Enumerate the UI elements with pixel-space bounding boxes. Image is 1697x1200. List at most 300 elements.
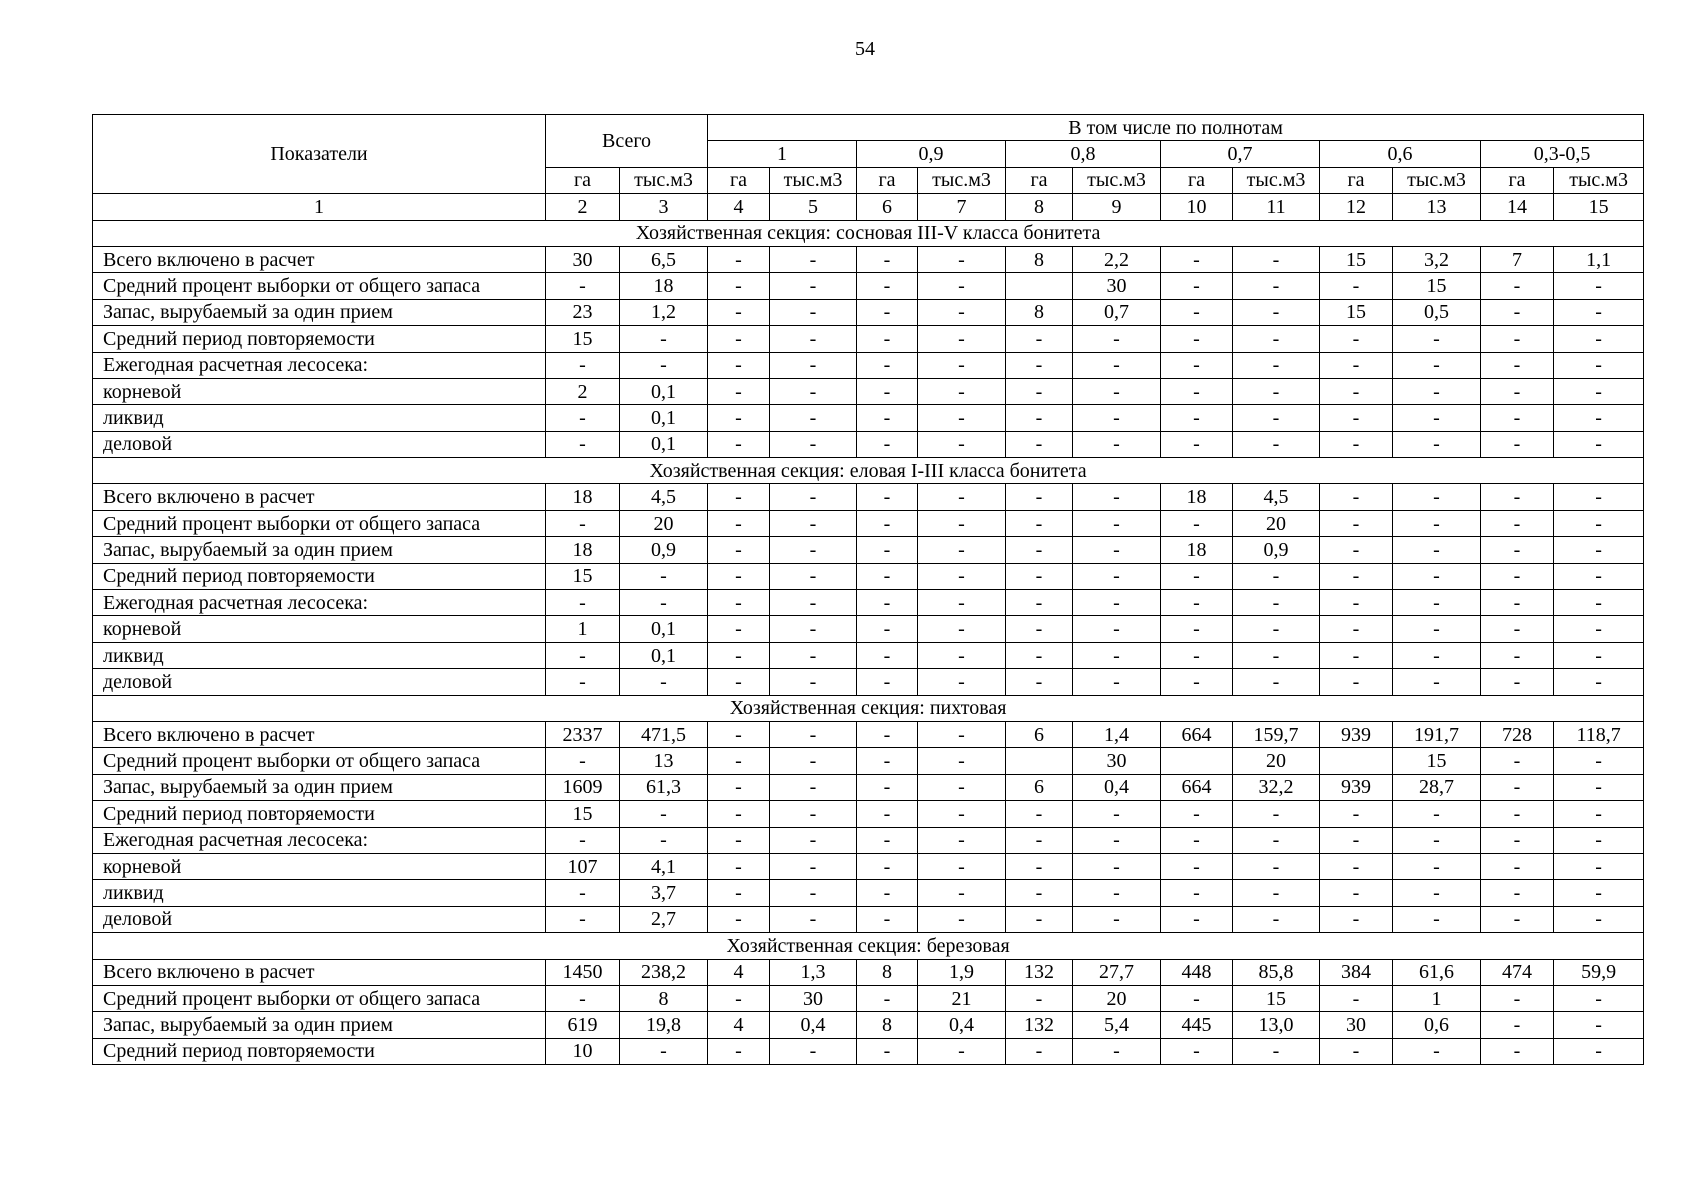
table-row bbox=[93, 590, 1644, 616]
table-cell: - bbox=[1233, 273, 1320, 299]
table-cell: - bbox=[770, 431, 857, 457]
table-cell: 4,5 bbox=[620, 484, 708, 510]
table-cell: - bbox=[708, 431, 770, 457]
table-cell: - bbox=[1481, 326, 1554, 352]
table-cell: 6 bbox=[1006, 774, 1073, 800]
table-cell: - bbox=[857, 642, 918, 668]
table-cell: - bbox=[1554, 774, 1644, 800]
table-cell: - bbox=[1393, 326, 1481, 352]
table-cell: - bbox=[918, 563, 1006, 589]
table-cell: - bbox=[1161, 431, 1233, 457]
row-label: Средний процент выборки от общего запаса bbox=[93, 510, 546, 536]
row-label: Всего включено в расчет bbox=[93, 721, 546, 747]
table-cell: - bbox=[1073, 827, 1161, 853]
table-cell: - bbox=[1073, 590, 1161, 616]
table-cell: 15 bbox=[1393, 748, 1481, 774]
table-cell: - bbox=[708, 906, 770, 932]
column-number-row bbox=[93, 194, 1644, 220]
table-row bbox=[93, 537, 1644, 563]
table-cell: 132 bbox=[1006, 1012, 1073, 1038]
table-cell: - bbox=[1320, 801, 1393, 827]
table-cell: 20 bbox=[1073, 985, 1161, 1011]
table-cell: 3,2 bbox=[1393, 246, 1481, 272]
table-cell: - bbox=[770, 326, 857, 352]
table-cell: 0,1 bbox=[620, 405, 708, 431]
table-row bbox=[93, 431, 1644, 457]
table-cell: - bbox=[1161, 616, 1233, 642]
forest-cutting-table bbox=[92, 114, 1644, 1065]
table-cell: 30 bbox=[546, 246, 620, 272]
row-label: Средний период повторяемости bbox=[93, 326, 546, 352]
table-cell: - bbox=[1233, 801, 1320, 827]
table-cell: - bbox=[708, 985, 770, 1011]
table-cell: - bbox=[708, 352, 770, 378]
table-cell: - bbox=[1320, 1038, 1393, 1064]
table-row bbox=[93, 748, 1644, 774]
table-cell: - bbox=[1320, 906, 1393, 932]
table-row bbox=[93, 326, 1644, 352]
table-cell: - bbox=[918, 352, 1006, 378]
table-cell: - bbox=[1006, 669, 1073, 695]
page-number: 54 bbox=[855, 38, 875, 60]
table-cell: - bbox=[1481, 1012, 1554, 1038]
table-cell: - bbox=[857, 352, 918, 378]
table-cell: - bbox=[1006, 590, 1073, 616]
row-label: ликвид bbox=[93, 642, 546, 668]
table-cell: - bbox=[1006, 484, 1073, 510]
row-label: Запас, вырубаемый за один прием bbox=[93, 1012, 546, 1038]
table-cell: - bbox=[1554, 853, 1644, 879]
table-cell: - bbox=[1006, 853, 1073, 879]
table-cell: 15 bbox=[546, 563, 620, 589]
table-cell: - bbox=[857, 669, 918, 695]
table-cell: - bbox=[857, 985, 918, 1011]
table-cell: 1,2 bbox=[620, 299, 708, 325]
table-cell: - bbox=[1393, 880, 1481, 906]
table-row bbox=[93, 906, 1644, 932]
column-number: 4 bbox=[708, 194, 770, 220]
table-cell: - bbox=[1073, 405, 1161, 431]
table-cell: 13 bbox=[620, 748, 708, 774]
table-cell: - bbox=[1233, 431, 1320, 457]
table-cell: 445 bbox=[1161, 1012, 1233, 1038]
row-label: Всего включено в расчет bbox=[93, 484, 546, 510]
table-cell: 0,4 bbox=[770, 1012, 857, 1038]
table-cell: 20 bbox=[620, 510, 708, 536]
table-cell: - bbox=[1233, 616, 1320, 642]
table-cell: 8 bbox=[1006, 246, 1073, 272]
table-cell: 238,2 bbox=[620, 959, 708, 985]
table-cell: - bbox=[1481, 352, 1554, 378]
table-cell: 4 bbox=[708, 1012, 770, 1038]
row-label: Ежегодная расчетная лесосека: bbox=[93, 590, 546, 616]
table-cell: - bbox=[1481, 669, 1554, 695]
table-cell: - bbox=[1481, 537, 1554, 563]
table-cell: 15 bbox=[1393, 273, 1481, 299]
table-cell: - bbox=[1393, 801, 1481, 827]
table-cell: - bbox=[708, 590, 770, 616]
table-row bbox=[93, 616, 1644, 642]
table-cell: 15 bbox=[1233, 985, 1320, 1011]
table-cell: - bbox=[1393, 563, 1481, 589]
column-number: 9 bbox=[1073, 194, 1161, 220]
table-cell: - bbox=[857, 880, 918, 906]
table-cell: - bbox=[1161, 326, 1233, 352]
table-cell: - bbox=[1161, 563, 1233, 589]
table-cell: 2,2 bbox=[1073, 246, 1161, 272]
table-cell: - bbox=[770, 510, 857, 536]
table-cell: 0,1 bbox=[620, 431, 708, 457]
table-cell: 20 bbox=[1233, 510, 1320, 536]
unit-volume: тыс.м3 bbox=[770, 167, 857, 193]
table-cell: - bbox=[918, 405, 1006, 431]
table-cell: - bbox=[857, 748, 918, 774]
table-cell: - bbox=[857, 537, 918, 563]
table-cell: - bbox=[620, 669, 708, 695]
table-cell: - bbox=[857, 326, 918, 352]
table-row bbox=[93, 827, 1644, 853]
table-cell: - bbox=[1073, 563, 1161, 589]
row-label: Ежегодная расчетная лесосека: bbox=[93, 827, 546, 853]
table-cell: - bbox=[546, 827, 620, 853]
column-number: 10 bbox=[1161, 194, 1233, 220]
table-cell: - bbox=[1161, 378, 1233, 404]
table-cell: - bbox=[1554, 669, 1644, 695]
table-cell: - bbox=[708, 563, 770, 589]
table-cell: - bbox=[708, 669, 770, 695]
section-title: Хозяйственная секция: березовая bbox=[93, 933, 1644, 959]
table-cell: 13,0 bbox=[1233, 1012, 1320, 1038]
table-cell: - bbox=[620, 326, 708, 352]
table-cell: - bbox=[918, 484, 1006, 510]
table-cell: - bbox=[857, 1038, 918, 1064]
table-cell: - bbox=[708, 616, 770, 642]
table-cell: - bbox=[770, 352, 857, 378]
table-cell: - bbox=[1161, 405, 1233, 431]
table-cell: - bbox=[1006, 431, 1073, 457]
table-cell: - bbox=[708, 273, 770, 299]
table-cell: 23 bbox=[546, 299, 620, 325]
table-cell: - bbox=[1481, 1038, 1554, 1064]
table-cell: 30 bbox=[1073, 273, 1161, 299]
unit-volume: тыс.м3 bbox=[620, 167, 708, 193]
row-label: корневой bbox=[93, 378, 546, 404]
table-cell: - bbox=[1554, 985, 1644, 1011]
table-cell: - bbox=[1073, 669, 1161, 695]
table-cell: - bbox=[770, 801, 857, 827]
row-label: Средний период повторяемости bbox=[93, 563, 546, 589]
table-cell: - bbox=[857, 590, 918, 616]
table-row bbox=[93, 669, 1644, 695]
table-cell: - bbox=[918, 590, 1006, 616]
column-number: 1 bbox=[93, 194, 546, 220]
unit-ha: га bbox=[1006, 167, 1073, 193]
table-cell: - bbox=[708, 721, 770, 747]
table-cell: - bbox=[1554, 827, 1644, 853]
table-cell: 30 bbox=[1073, 748, 1161, 774]
column-number: 13 bbox=[1393, 194, 1481, 220]
table-cell: 30 bbox=[1320, 1012, 1393, 1038]
table-cell: - bbox=[1554, 906, 1644, 932]
table-cell: - bbox=[1006, 801, 1073, 827]
table-cell: 939 bbox=[1320, 721, 1393, 747]
table-cell: 19,8 bbox=[620, 1012, 708, 1038]
table-cell: - bbox=[857, 299, 918, 325]
table-cell: 448 bbox=[1161, 959, 1233, 985]
unit-volume: тыс.м3 bbox=[1073, 167, 1161, 193]
table-cell: - bbox=[546, 985, 620, 1011]
table-cell: - bbox=[1320, 431, 1393, 457]
table-cell: - bbox=[857, 405, 918, 431]
row-label: ликвид bbox=[93, 880, 546, 906]
table-cell: - bbox=[1233, 590, 1320, 616]
table-cell: 85,8 bbox=[1233, 959, 1320, 985]
table-cell: - bbox=[1554, 484, 1644, 510]
table-cell: 664 bbox=[1161, 721, 1233, 747]
density-header: 1 bbox=[708, 141, 857, 167]
table-cell: 0,5 bbox=[1393, 299, 1481, 325]
table-row bbox=[93, 352, 1644, 378]
table-cell: - bbox=[708, 801, 770, 827]
table-cell: - bbox=[1073, 510, 1161, 536]
table-cell: - bbox=[1554, 590, 1644, 616]
table-cell: 18 bbox=[1161, 537, 1233, 563]
table-row bbox=[93, 405, 1644, 431]
table-cell: - bbox=[918, 510, 1006, 536]
table-cell: - bbox=[620, 563, 708, 589]
table-cell: 471,5 bbox=[620, 721, 708, 747]
row-label: Всего включено в расчет bbox=[93, 246, 546, 272]
table-row bbox=[93, 510, 1644, 536]
table-cell: - bbox=[1161, 510, 1233, 536]
table-cell: - bbox=[857, 273, 918, 299]
unit-ha: га bbox=[1161, 167, 1233, 193]
table-cell: - bbox=[1554, 326, 1644, 352]
table-cell: - bbox=[1554, 299, 1644, 325]
table-cell: - bbox=[708, 1038, 770, 1064]
table-cell: - bbox=[1233, 669, 1320, 695]
table-cell: - bbox=[1073, 378, 1161, 404]
table-cell: 0,9 bbox=[1233, 537, 1320, 563]
table-cell: 1,4 bbox=[1073, 721, 1161, 747]
table-row bbox=[93, 246, 1644, 272]
column-number: 11 bbox=[1233, 194, 1320, 220]
unit-ha: га bbox=[1481, 167, 1554, 193]
table-cell: - bbox=[1554, 273, 1644, 299]
table-cell: 18 bbox=[546, 484, 620, 510]
table-cell: - bbox=[1161, 906, 1233, 932]
table-cell: - bbox=[1481, 590, 1554, 616]
table-cell: 15 bbox=[546, 801, 620, 827]
table-cell: - bbox=[1481, 563, 1554, 589]
density-header: 0,9 bbox=[857, 141, 1006, 167]
table-cell: - bbox=[1554, 510, 1644, 536]
table-cell: - bbox=[918, 642, 1006, 668]
table-cell: - bbox=[1393, 378, 1481, 404]
column-number: 2 bbox=[546, 194, 620, 220]
table-cell: - bbox=[708, 405, 770, 431]
column-number: 7 bbox=[918, 194, 1006, 220]
table-cell: - bbox=[770, 721, 857, 747]
table-cell: - bbox=[1006, 827, 1073, 853]
table-cell: - bbox=[620, 801, 708, 827]
table-cell: - bbox=[708, 246, 770, 272]
table-cell: - bbox=[857, 906, 918, 932]
table-cell: 4,5 bbox=[1233, 484, 1320, 510]
table-cell: - bbox=[708, 880, 770, 906]
table-cell: 18 bbox=[546, 537, 620, 563]
table-cell: 1,1 bbox=[1554, 246, 1644, 272]
table-cell: 18 bbox=[620, 273, 708, 299]
table-row bbox=[93, 774, 1644, 800]
table-cell: - bbox=[1233, 378, 1320, 404]
table-cell: - bbox=[1554, 431, 1644, 457]
table-cell: - bbox=[1554, 378, 1644, 404]
row-label: деловой bbox=[93, 906, 546, 932]
table-cell: 384 bbox=[1320, 959, 1393, 985]
table-cell: - bbox=[546, 748, 620, 774]
table-cell: - bbox=[857, 563, 918, 589]
table-cell: - bbox=[1073, 616, 1161, 642]
table-cell: 4 bbox=[708, 959, 770, 985]
unit-volume: тыс.м3 bbox=[918, 167, 1006, 193]
table-cell: - bbox=[1393, 642, 1481, 668]
table-cell: 15 bbox=[1320, 299, 1393, 325]
table-header bbox=[93, 115, 1644, 221]
table-cell: - bbox=[1481, 906, 1554, 932]
table-cell: 474 bbox=[1481, 959, 1554, 985]
table-cell: 10 bbox=[546, 1038, 620, 1064]
table-cell: - bbox=[1481, 405, 1554, 431]
row-label: деловой bbox=[93, 669, 546, 695]
table-cell: - bbox=[1161, 801, 1233, 827]
table-cell: 1 bbox=[546, 616, 620, 642]
table-row bbox=[93, 563, 1644, 589]
table-cell: 0,4 bbox=[1073, 774, 1161, 800]
table-cell: - bbox=[708, 827, 770, 853]
table-cell: - bbox=[708, 510, 770, 536]
table-cell: - bbox=[918, 801, 1006, 827]
table-cell: - bbox=[1161, 1038, 1233, 1064]
table-cell: - bbox=[708, 642, 770, 668]
table-cell: - bbox=[1006, 985, 1073, 1011]
section-title: Хозяйственная секция: сосновая III-V класса бонитета bbox=[93, 220, 1644, 246]
table-cell: - bbox=[1233, 326, 1320, 352]
table-cell: - bbox=[1320, 642, 1393, 668]
table-cell: - bbox=[918, 246, 1006, 272]
table-cell: - bbox=[1481, 985, 1554, 1011]
column-number: 8 bbox=[1006, 194, 1073, 220]
section-row bbox=[93, 220, 1644, 246]
table-cell: - bbox=[1161, 642, 1233, 668]
table-cell: - bbox=[1393, 510, 1481, 536]
table-cell: 0,6 bbox=[1393, 1012, 1481, 1038]
row-label: Средний период повторяемости bbox=[93, 1038, 546, 1064]
table-cell: - bbox=[1073, 906, 1161, 932]
unit-volume: тыс.м3 bbox=[1393, 167, 1481, 193]
table-cell: - bbox=[1481, 299, 1554, 325]
table-row bbox=[93, 721, 1644, 747]
table-cell: 8 bbox=[1006, 299, 1073, 325]
table-row bbox=[93, 273, 1644, 299]
table-cell: 15 bbox=[1320, 246, 1393, 272]
table-cell: - bbox=[546, 906, 620, 932]
table-cell: - bbox=[1320, 880, 1393, 906]
table-cell: - bbox=[1006, 1038, 1073, 1064]
table-cell: - bbox=[1161, 246, 1233, 272]
table-cell: - bbox=[1073, 352, 1161, 378]
table-cell: 132 bbox=[1006, 959, 1073, 985]
table-cell: - bbox=[1073, 801, 1161, 827]
table-cell: - bbox=[770, 827, 857, 853]
table-cell: - bbox=[1006, 616, 1073, 642]
table-cell: 6,5 bbox=[620, 246, 708, 272]
section-title: Хозяйственная секция: еловая I-III класса бонитета bbox=[93, 458, 1644, 484]
table-cell: - bbox=[1481, 748, 1554, 774]
table-cell: - bbox=[1233, 352, 1320, 378]
table-cell: - bbox=[1233, 827, 1320, 853]
unit-volume: тыс.м3 bbox=[1233, 167, 1320, 193]
density-header: 0,7 bbox=[1161, 141, 1320, 167]
table-cell: - bbox=[546, 352, 620, 378]
table-cell: - bbox=[857, 616, 918, 642]
table-cell: - bbox=[1481, 880, 1554, 906]
table-cell: - bbox=[918, 748, 1006, 774]
density-header: 0,6 bbox=[1320, 141, 1481, 167]
table-cell: - bbox=[1481, 827, 1554, 853]
table-cell: 728 bbox=[1481, 721, 1554, 747]
table-cell: - bbox=[1233, 299, 1320, 325]
unit-volume: тыс.м3 bbox=[1554, 167, 1644, 193]
table-cell: - bbox=[918, 906, 1006, 932]
unit-ha: га bbox=[1320, 167, 1393, 193]
table-cell: 118,7 bbox=[1554, 721, 1644, 747]
table-cell: 107 bbox=[546, 853, 620, 879]
table-cell bbox=[1006, 748, 1073, 774]
table-cell: - bbox=[1073, 431, 1161, 457]
table-cell: - bbox=[1006, 880, 1073, 906]
table-cell: - bbox=[620, 590, 708, 616]
table-cell: - bbox=[1393, 352, 1481, 378]
table-cell: - bbox=[1554, 880, 1644, 906]
column-number: 12 bbox=[1320, 194, 1393, 220]
row-label: Ежегодная расчетная лесосека: bbox=[93, 352, 546, 378]
table-cell: 3,7 bbox=[620, 880, 708, 906]
table-cell: - bbox=[1554, 1038, 1644, 1064]
table-cell: - bbox=[1006, 642, 1073, 668]
table-row bbox=[93, 853, 1644, 879]
table-cell: - bbox=[918, 616, 1006, 642]
table-cell: - bbox=[1233, 880, 1320, 906]
table-cell: - bbox=[1233, 246, 1320, 272]
table-cell bbox=[1320, 748, 1393, 774]
table-cell: - bbox=[1320, 484, 1393, 510]
table-cell: 4,1 bbox=[620, 853, 708, 879]
table-cell: - bbox=[770, 299, 857, 325]
row-label: корневой bbox=[93, 853, 546, 879]
table-cell: - bbox=[918, 880, 1006, 906]
density-header: 0,3-0,5 bbox=[1481, 141, 1644, 167]
row-label: Запас, вырубаемый за один прием bbox=[93, 537, 546, 563]
table-cell: - bbox=[918, 853, 1006, 879]
table-cell: - bbox=[1393, 405, 1481, 431]
column-number: 6 bbox=[857, 194, 918, 220]
table-cell: - bbox=[770, 748, 857, 774]
table-cell: - bbox=[1481, 801, 1554, 827]
table-cell: - bbox=[770, 378, 857, 404]
table-cell: - bbox=[1554, 537, 1644, 563]
table-cell: - bbox=[1320, 510, 1393, 536]
